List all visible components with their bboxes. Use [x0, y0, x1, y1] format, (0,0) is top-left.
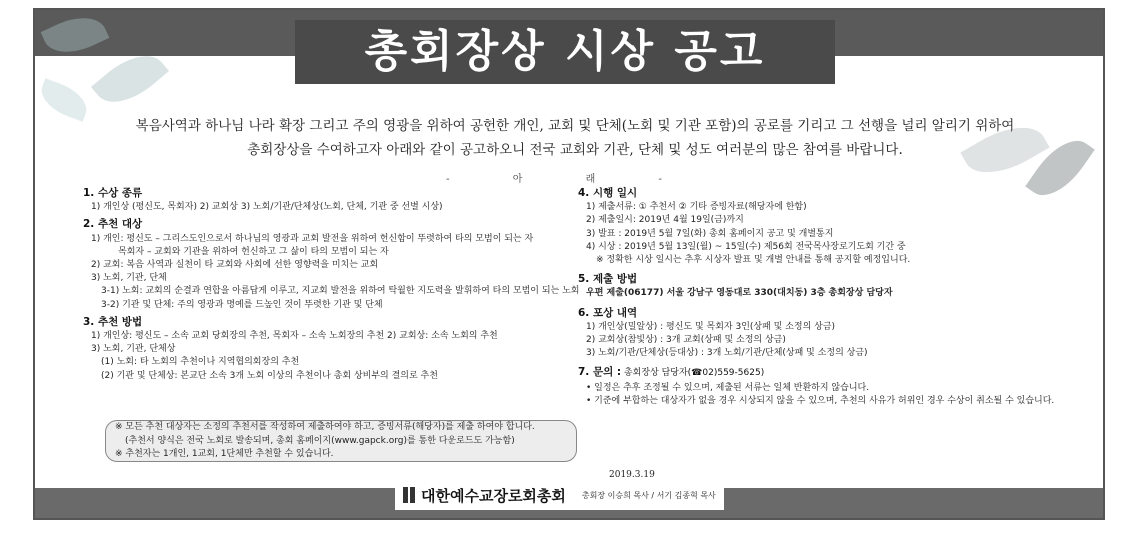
section-line: • 일정은 추후 조정될 수 있으며, 제출된 서류는 일체 반환하지 않습니다. — [586, 382, 870, 393]
organization-signature — [395, 480, 724, 510]
left-column — [83, 187, 603, 383]
section-heading: 6. 포상 내역 — [578, 306, 638, 319]
section-heading: 2. 추천 대상 — [83, 218, 143, 231]
section-line: 1) 개인상: 평신도 – 소속 교회 당회장의 추천, 목회자 – 소속 노회장의 추천 2) 교회상: 소속 노회의 추천 — [91, 331, 498, 342]
section-line: ※ 정확한 시상 일시는 추후 시상자 발표 및 개별 안내를 통해 공지할 예정입니다. — [596, 255, 911, 266]
section-line: (2) 기관 및 단체상: 본교단 소속 3개 노회 이상의 추천이나 총회 상비부의 결의로 추천 — [101, 370, 438, 381]
section-line: 1) 개인: 평신도 – 그리스도인으로서 하나님의 영광과 교회 발전을 위하여 헌신함이 뚜렷하여 타의 모범이 되는 자 — [91, 233, 534, 244]
leaf-decoration — [36, 78, 93, 121]
notice-frame — [33, 8, 1105, 520]
section-line: 2) 교회: 복음 사역과 실천이 타 교회와 사회에 선한 영향력을 미치는 교회 — [91, 260, 379, 271]
contact-info: 총회장상 담당자(☎02)559-5625) — [621, 368, 765, 379]
organization-name: 대한예수교장로회총회 — [421, 486, 566, 505]
officers: 총회장 이승희 목사 / 서기 김종혁 목사 — [581, 490, 716, 500]
note-line: ※ 추천자는 1개인, 1교회, 1단체만 추천할 수 있습니다. — [115, 449, 334, 459]
intro-line: 복음사역과 하나님 나라 확장 그리고 주의 영광을 위하여 공헌한 개인, 교회 및 단체(노회 및 기관 포함)의 공로를 기리고 그 선행을 널리 알리기 위하여 — [135, 118, 1015, 134]
intro-line: 총회장상을 수여하고자 아래와 같이 공고하오니 전국 교회와 기관, 단체 및 성도 여러분의 많은 참여를 바랍니다. — [247, 142, 903, 158]
section-line: 2) 교회상(참빛상) : 3개 교회(상패 및 소정의 상금) — [586, 335, 786, 346]
contact-heading: 7. 문의 : — [578, 366, 622, 379]
section-line: 2) 제출일시: 2019년 4월 19일(금)까지 — [586, 215, 744, 226]
section-line: • 기준에 부합하는 대상자가 없을 경우 시상되지 않을 수 있으며, 추천의 사유가 허위인 경우 수상이 취소될 수 있습니다. — [586, 395, 1055, 406]
section-line: 우편 제출(06177) 서울 강남구 영동대로 330(대치동) 3층 총회장상 담당자 — [586, 288, 893, 299]
right-column — [578, 187, 1078, 408]
section-line: (1) 노회: 타 노회의 추천이나 지역협의회장의 추천 — [101, 357, 300, 368]
section-divider-label: - 아 래 - — [445, 174, 693, 185]
section-heading: 1. 수상 종류 — [83, 187, 143, 199]
section-heading — [578, 366, 1078, 380]
section-line: 4) 시상 : 2019년 5월 13일(월) ~ 15일(수) 제56회 전국목사장로기도회 기간 중 — [586, 241, 906, 252]
page-title: 총회장상 시상 공고 — [364, 26, 766, 77]
section-heading: 4. 시행 일시 — [578, 187, 638, 199]
church-logo-icon — [403, 487, 415, 503]
section-line: 목회자 – 교회와 기관을 위하여 헌신하고 그 삶이 타의 모범이 되는 자 — [118, 246, 389, 257]
section-line: 3) 노회, 기관, 단체상 — [91, 344, 176, 355]
section-line: 3) 노회, 기관, 단체 — [91, 273, 167, 284]
notes-text — [115, 421, 535, 462]
section-line: 1) 개인상 (평신도, 목회자) 2) 교회상 3) 노회/기관/단체상(노회, 단체, 기관 중 선별 시상) — [91, 202, 443, 213]
notice-date: 2019.3.19 — [609, 470, 655, 480]
section-line: 3) 발표 : 2019년 5월 7일(화) 총회 홈페이지 공고 및 개별통지 — [586, 228, 834, 239]
section-heading: 5. 제출 방법 — [578, 273, 638, 286]
section-line: 3-1) 노회: 교회의 순결과 연합을 아름답게 이루고, 지교회 발전을 위하여 탁월한 지도력을 발휘하여 타의 모범이 되는 노회 — [101, 286, 580, 297]
section-line: 1) 개인상(밀알상) : 평신도 및 목회자 3인(상패 및 소정의 상금) — [586, 321, 836, 332]
note-line: ※ 모든 추천 대상자는 소정의 추천서를 작성하여 제출하여야 하고, 증빙서류(해당자)를 제출 하여야 합니다. — [115, 422, 535, 432]
section-line: 3) 노회/기관/단체상(등대상) : 3개 노회/기관/단체(상패 및 소정의 상금) — [586, 348, 868, 359]
intro-text — [115, 114, 1035, 162]
section-heading: 3. 추천 방법 — [83, 315, 143, 328]
section-line: 3-2) 기관 및 단체: 주의 영광과 명예를 드높인 것이 뚜렷한 기관 및 단체 — [101, 299, 383, 310]
section-line: 1) 제출서류: ① 추천서 ② 기타 증빙자료(해당자에 한함) — [586, 202, 807, 213]
note-line: (추천서 양식은 전국 노회로 발송되며, 총회 홈페이지(www.gapck.org)를 통한 다운로드도 가능함) — [125, 435, 515, 446]
